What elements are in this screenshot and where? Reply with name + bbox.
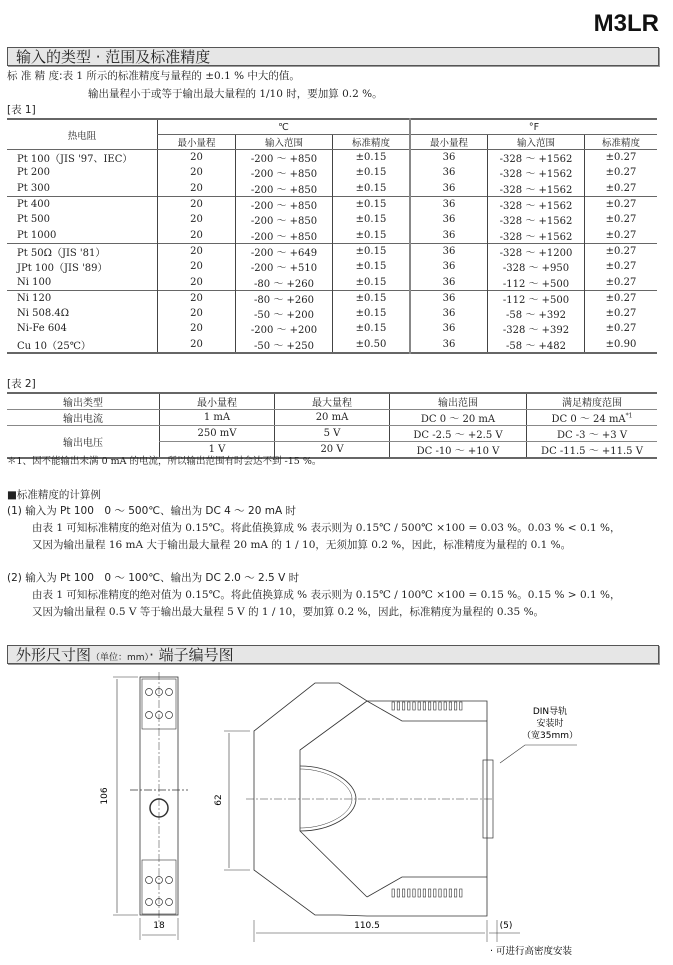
table-output-ranges	[7, 392, 657, 459]
vent-slot	[418, 889, 420, 897]
model-title: M3LR	[593, 10, 659, 37]
cell: JPt 100（JIS '89）	[17, 263, 108, 275]
cell: ±0.27	[585, 321, 658, 336]
cell: ±0.27	[585, 181, 658, 197]
cell: 36	[410, 181, 488, 197]
cell: ±0.27	[585, 290, 658, 306]
cell: DC -11.5 ～ +11.5 V	[527, 442, 658, 459]
vent-slot	[423, 889, 425, 897]
cell: 36	[410, 321, 488, 336]
cell: DC -3 ～ +3 V	[527, 426, 658, 442]
cell: -200 ～ +850	[236, 212, 333, 227]
header-f-acc: 标准精度	[585, 135, 658, 150]
cell: ±0.27	[585, 259, 658, 274]
vent-slot	[439, 889, 441, 897]
cell: 20	[158, 274, 236, 290]
table1-caption: [表 1]	[7, 104, 36, 116]
cell: 20	[158, 165, 236, 180]
cell: 36	[410, 306, 488, 321]
dim-width: 18	[153, 921, 165, 931]
terminal-title: · 端子编号图	[149, 646, 234, 664]
cell: ±0.15	[333, 306, 411, 321]
cell: -328 ～ +1562	[488, 212, 585, 227]
cell: ±0.15	[333, 212, 411, 227]
dim-length: 110.5	[354, 921, 380, 931]
cell: -328 ～ +1562	[488, 165, 585, 180]
cell-text: DC 0 ～ 24 mA	[551, 414, 626, 425]
cell: Pt 200	[17, 167, 51, 179]
vent-slot	[408, 702, 410, 710]
table-row	[7, 150, 657, 166]
cell: ±0.15	[333, 243, 411, 259]
cell: 20	[158, 337, 236, 353]
calc-ex1-line1: 由表 1 可知标准精度的绝对值为 0.15℃。将此值换算成 % 表示则为 0.15℃ / 500℃ ×100 = 0.03 %。0.03 % < 0.1 %，	[32, 522, 621, 534]
dim-unit: （单位：mm）	[91, 653, 150, 663]
cell: ±0.27	[585, 274, 658, 290]
cell: -80 ～ +260	[236, 274, 333, 290]
front-view	[113, 672, 188, 940]
calc-ex2-line2: 又因为输出量程 0.5 V 等于输出最大量程 5 V 的 1 / 10，要加算 0.2 %，因此，标准精度为量程的 0.35 %。	[32, 606, 545, 618]
cell: 250 mV	[160, 426, 275, 442]
cell: 20	[158, 150, 236, 166]
cell: -200 ～ +649	[236, 243, 333, 259]
vent-slot	[428, 702, 430, 710]
cell: ±0.15	[333, 274, 411, 290]
vent-slot	[397, 702, 399, 710]
cell: 20	[158, 290, 236, 306]
vent-slot	[392, 702, 394, 710]
cell: 输出电流	[7, 410, 160, 426]
table-row	[7, 306, 657, 321]
cell: 36	[410, 243, 488, 259]
cell: -328 ～ +1562	[488, 150, 585, 166]
t2-header-max: 最大量程	[275, 393, 390, 410]
cell: Ni 508.4Ω	[17, 308, 70, 320]
dim-height: 106	[100, 787, 110, 805]
cell: 20	[158, 321, 236, 336]
cell: 36	[410, 259, 488, 274]
cell: 20	[158, 243, 236, 259]
calc-title: ■标准精度的计算例	[7, 489, 101, 501]
vent-slot	[454, 702, 456, 710]
vent-slots	[392, 702, 462, 897]
cell: 5 V	[275, 426, 390, 442]
t2-header-min: 最小量程	[160, 393, 275, 410]
table-row	[7, 321, 657, 336]
cell: -328 ～ +950	[488, 259, 585, 274]
calc-ex1-line2: 又因为输出量程 16 mA 大于输出最大量程 20 mA 的 1 / 10，无须加算 0.2 %，因此，标准精度为量程的 0.1 %。	[32, 539, 572, 551]
vent-slot	[392, 889, 394, 897]
cell: DC 0 ～ 20 mA	[390, 410, 527, 426]
cell: -328 ～ +392	[488, 321, 585, 336]
cell: Pt 1000	[17, 229, 57, 241]
cell: 20	[158, 212, 236, 227]
vent-slot	[413, 889, 415, 897]
vent-slot	[402, 702, 404, 710]
cell: 1 V	[160, 442, 275, 459]
table-row	[7, 274, 657, 290]
header-fahrenheit: °F	[410, 119, 657, 135]
cell: -200 ～ +510	[236, 259, 333, 274]
cell: ±0.15	[333, 150, 411, 166]
cell: -200 ～ +850	[236, 181, 333, 197]
cell: 20	[158, 181, 236, 197]
side-view	[224, 683, 577, 942]
table-row	[7, 290, 657, 306]
vent-slot	[444, 702, 446, 710]
cell: Pt 100（JIS '97、IEC）	[17, 154, 133, 166]
table-row	[7, 212, 657, 227]
header-c-min: 最小量程	[158, 135, 236, 150]
cell: 36	[410, 150, 488, 166]
cell: 20	[158, 259, 236, 274]
cell: 20 V	[275, 442, 390, 459]
cell: 36	[410, 227, 488, 243]
header-f-min: 最小量程	[410, 135, 488, 150]
cell: -200 ～ +200	[236, 321, 333, 336]
vent-slot	[413, 702, 415, 710]
table-row	[7, 259, 657, 274]
t2-header-acc-range: 满足精度范围	[527, 393, 658, 410]
cell: -328 ～ +1562	[488, 181, 585, 197]
cell: -200 ～ +850	[236, 165, 333, 180]
calc-ex1-head: (1) 输入为 Pt 100 0 ～ 500℃、输出为 DC 4 ～ 20 mA 时	[7, 505, 296, 517]
cell: DC -2.5 ～ +2.5 V	[390, 426, 527, 442]
cell: ±0.15	[333, 259, 411, 274]
cell: ±0.27	[585, 165, 658, 180]
cell: ±0.15	[333, 290, 411, 306]
table-row	[7, 410, 657, 426]
cell: -328 ～ +1562	[488, 227, 585, 243]
cell: Ni 120	[7, 290, 158, 306]
cell: 1 mA	[160, 410, 275, 426]
cell: ±0.50	[333, 337, 411, 353]
cell	[527, 410, 658, 426]
dimension-drawing	[0, 670, 673, 965]
cell: Pt 300	[17, 182, 51, 194]
vent-slot	[439, 702, 441, 710]
cell: Pt 400	[7, 196, 158, 212]
table2-footnote: ＊1、因不能输出未满 0 mA 的电流，所以输出范围有时会达不到 -15 %。	[7, 456, 322, 467]
cell: -112 ～ +500	[488, 290, 585, 306]
footnote-mark: *1	[625, 412, 633, 420]
accuracy-text-1: 表 1 所示的标准精度与量程的 ±0.1 % 中大的值。	[62, 70, 300, 82]
section-header-dimensions	[7, 645, 659, 664]
header-celsius: ℃	[158, 119, 411, 135]
cell: 输出电压	[7, 426, 160, 459]
cell: ±0.27	[585, 196, 658, 212]
cell: ±0.15	[333, 196, 411, 212]
cell: Ni 100	[17, 276, 52, 288]
cell: ±0.90	[585, 337, 658, 353]
calc-ex2-line1: 由表 1 可知标准精度的绝对值为 0.15℃。将此值换算成 % 表示则为 0.15℃ / 100℃ ×100 = 0.15 %。0.15 % > 0.1 %，	[32, 589, 621, 601]
cell: ±0.27	[585, 227, 658, 243]
cell: 20	[158, 306, 236, 321]
cell: -112 ～ +500	[488, 274, 585, 290]
accuracy-label: 标 准 精 度:	[7, 70, 63, 82]
footer-note: · 可进行高密度安装	[490, 946, 573, 957]
vent-slot	[402, 889, 404, 897]
table-row	[7, 181, 657, 197]
cell: 36	[410, 165, 488, 180]
vent-slot	[418, 702, 420, 710]
cell: ±0.27	[585, 306, 658, 321]
table-row	[7, 426, 657, 442]
header-f-range: 输入范围	[488, 135, 585, 150]
dim-depth: 62	[214, 794, 224, 806]
vent-slot	[423, 702, 425, 710]
cell: Ni-Fe 604	[17, 323, 67, 335]
dim-rail-offset: (5)	[499, 921, 513, 931]
din-label-2: 安装时	[536, 719, 564, 729]
vent-slot	[428, 889, 430, 897]
dim-title: 外形尺寸图	[16, 646, 92, 664]
header-rtd: 热电阻	[7, 119, 158, 150]
table-row	[7, 337, 657, 353]
table-row	[7, 196, 657, 212]
vent-slot	[449, 889, 451, 897]
cell: -80 ～ +260	[236, 290, 333, 306]
cell: -200 ～ +850	[236, 227, 333, 243]
cell: 20	[158, 227, 236, 243]
vent-slot	[460, 889, 462, 897]
vent-slot	[434, 889, 436, 897]
cell: -58 ～ +392	[488, 306, 585, 321]
cell: -200 ～ +850	[236, 150, 333, 166]
cell: -328 ～ +1562	[488, 196, 585, 212]
t2-header-range: 输出范围	[390, 393, 527, 410]
vent-slot	[454, 889, 456, 897]
header-c-acc: 标准精度	[333, 135, 411, 150]
cell: ±0.27	[585, 212, 658, 227]
cell: 36	[410, 337, 488, 353]
t2-header-type: 输出类型	[7, 393, 160, 410]
cell: ±0.15	[333, 227, 411, 243]
cell: ±0.15	[333, 165, 411, 180]
cell: -50 ～ +250	[236, 337, 333, 353]
cell: 20 mA	[275, 410, 390, 426]
table-row	[7, 243, 657, 259]
cell: ±0.27	[585, 150, 658, 166]
cell: ±0.15	[333, 181, 411, 197]
cell: 36	[410, 290, 488, 306]
cell: Pt 500	[17, 214, 51, 226]
header-c-range: 输入范围	[236, 135, 333, 150]
din-label-1: DIN导轨	[532, 707, 568, 717]
vent-slot	[434, 702, 436, 710]
cell: ±0.27	[585, 243, 658, 259]
table-row	[7, 227, 657, 243]
cell: -58 ～ +482	[488, 337, 585, 353]
cell: -328 ～ +1200	[488, 243, 585, 259]
table-row	[7, 165, 657, 180]
accuracy-line-1	[7, 68, 300, 83]
cell: Cu 10（25℃）	[17, 340, 91, 352]
vent-slot	[397, 889, 399, 897]
vent-slot	[408, 889, 410, 897]
table-rtd-ranges	[7, 118, 657, 354]
cell: 36	[410, 274, 488, 290]
cell: -200 ～ +850	[236, 196, 333, 212]
din-label-3: （宽35mm）	[522, 731, 578, 741]
vent-slot	[444, 889, 446, 897]
vent-slot	[460, 702, 462, 710]
cell: 20	[158, 196, 236, 212]
cell: ±0.15	[333, 321, 411, 336]
cell: DC -10 ～ +10 V	[390, 442, 527, 459]
section-header-input-types: 输入的类型 · 范围及标准精度	[7, 47, 659, 66]
calc-ex2-head: (2) 输入为 Pt 100 0 ～ 100℃、输出为 DC 2.0 ～ 2.5 V 时	[7, 572, 300, 584]
cell: 36	[410, 212, 488, 227]
cell: -50 ～ +200	[236, 306, 333, 321]
cell: 36	[410, 196, 488, 212]
table2-caption: [表 2]	[7, 378, 36, 390]
vent-slot	[449, 702, 451, 710]
cell: Pt 50Ω（JIS '81）	[7, 243, 158, 259]
accuracy-line-2: 输出量程小于或等于输出最大量程的 1/10 时，要加算 0.2 %。	[88, 88, 383, 100]
